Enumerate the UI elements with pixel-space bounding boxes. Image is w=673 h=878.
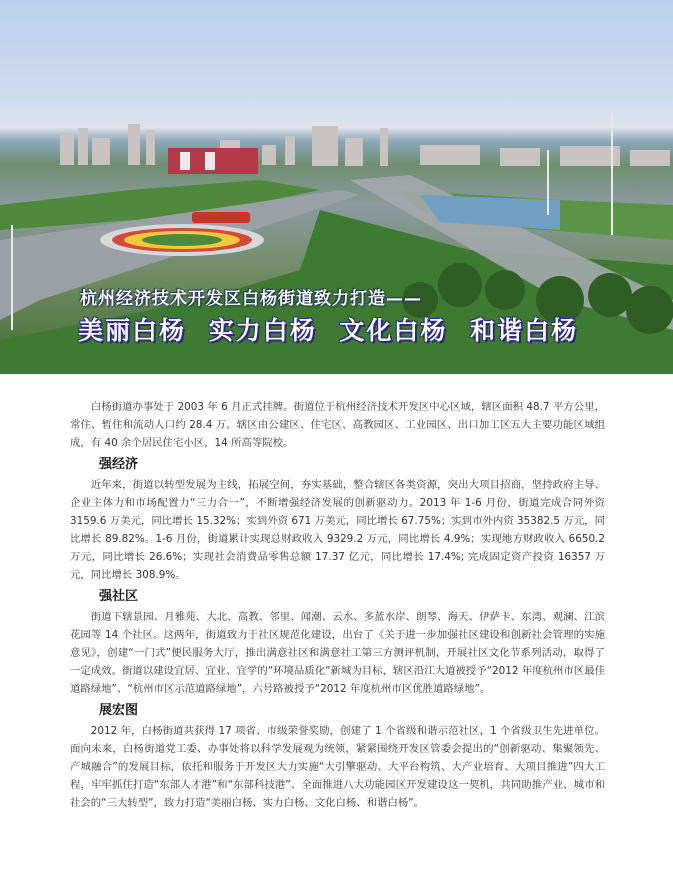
section-body-blueprint: 2012 年，白杨街道共获得 17 项省、市级荣誉奖励，创建了 1 个省级和谐示范社区，1 个省级卫生先进单位。面向未来，白杨街道党工委、办事处将以科学发展观为统领，紧紧围绕开发区管委会提出的“创新驱动、集聚领先、产城融合”的发展目标，依托和服务于开发区大力实施“大引擎驱动、大平台构筑、大产业培育、大项目推进”四大工程，牢牢抓住打造“东部人才港”和“东部科技港”、全面推进八大功能园区开发建设这一契机，共同助推产业、城市和社会的“三大转型”，致力打造“美丽白杨、实力白杨、文化白杨、和谐白杨”。 <box>70 725 605 809</box>
skyline <box>60 124 670 166</box>
section-heading-economy: 强经济 <box>99 457 139 472</box>
section-heading-community: 强社区 <box>99 589 139 604</box>
hero-title: 美丽白杨 实力白杨 文化白杨 和谐白杨 <box>78 316 579 345</box>
section-heading-blueprint: 展宏图 <box>99 703 139 718</box>
section-body-economy: 近年来，街道以转型发展为主线，拓展空间，夯实基础，整合辖区各类资源，突出大项目招商，坚持政府主导、企业主体力和市场配置力“三力合一”，不断增强经济发展的创新驱动力。2013 年 1-6 月份，街道完成合同外资 3159.6 万美元，同比增长 15.32%；实到外资 671 万美元，同比增长 67.75%；实到市外内资 35382.5 万元，同比增长 89.82%。1-6 月份，街道累计实现总财政收入 9329.2 万元，同比增长 4.9%；实现地方财政收入 6650.2 万元，同比增长 26.6%；实现社会消费品零售总额 17.37 亿元，同比增长 17.4%; 完成固定资产投资 16357 万元，同比增长 308.9%。 <box>70 479 605 581</box>
hero-subtitle: 杭州经济技术开发区白杨街道致力打造—— <box>80 289 422 309</box>
intro-paragraph: 白杨街道办事处于 2003 年 6 月正式挂牌。街道位于杭州经济技术开发区中心区域，辖区面积 48.7 平方公里，常住、暂住和流动人口约 28.4 万。辖区由公建区、住宅区、高教园区、工业园区、出口加工区五大主要功能区域组成，有 40 余个居民住宅小区，14 所高等院校。 <box>70 401 605 449</box>
article-body <box>70 398 605 812</box>
hero-photo <box>0 0 673 374</box>
section-body-community: 街道下辖景园、月雅苑、大北、高教、邻里、闻潮、云水、多蓝水岸、朗琴、海天、伊萨卡、东湾、观澜、江滨花园等 14 个社区。这两年，街道致力于社区规范化建设，出台了《关于进一步加强社区建设和创新社会管理的实施意见》，创建“一门式”便民服务大厅，推出满意社区和满意社工第三方测评机制，开展社区文化节系列活动，取得了一定成效。街道以建设宜居、宜业、宜学的“环境品质化”新城为目标，辖区沿江大道被授予“2012 年度杭州市区最佳道路绿地”、“杭州市区示范道路绿地”，六号路被授予“2012 年度杭州市区优胜道路绿地”。 <box>70 611 605 695</box>
